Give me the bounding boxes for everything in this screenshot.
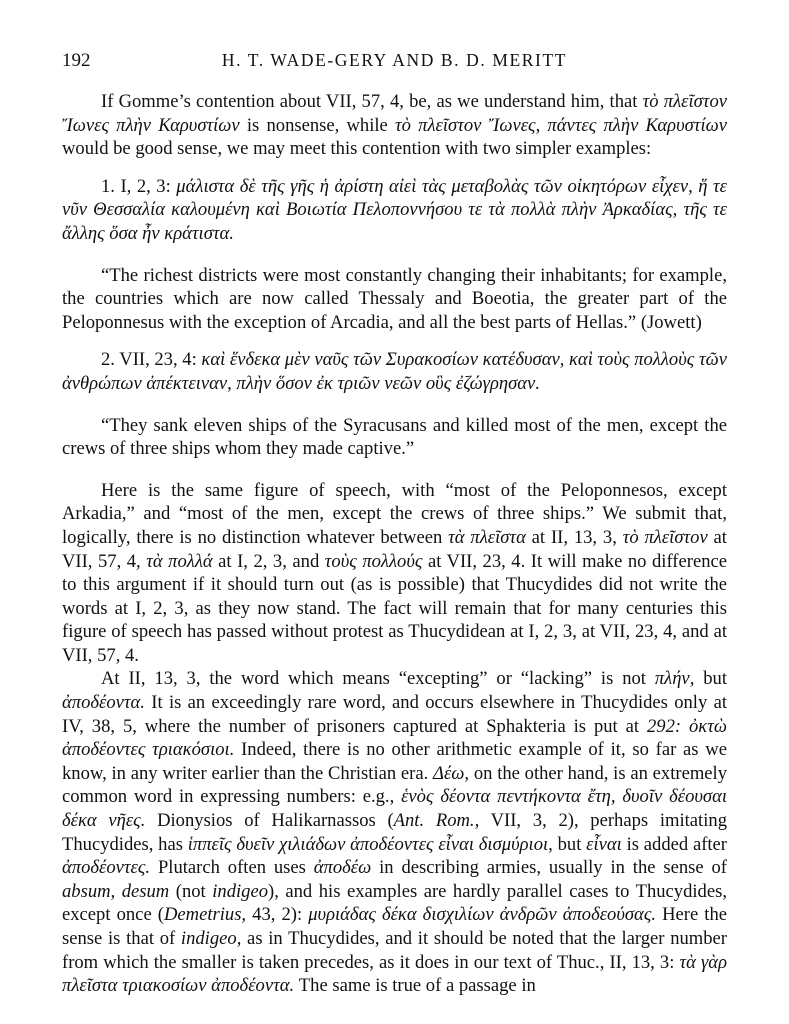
page-number: 192 [62, 50, 91, 71]
example-1: 1. I, 2, 3: μάλιστα δὲ τῆς γῆς ἡ ἀρίστη αἰεὶ τὰς μεταβολὰς τῶν οἰκητόρων εἶχεν, ἥ τε νῦν Θεσσαλία καλουμένη καὶ Βοιωτία Πελοποννήσου τε τὰ πολλὰ πλὴν Ἀρκαδίας, τῆς τε ἄλλης ὅσα ἦν κράτιστα. [62, 175, 727, 244]
article-body [62, 90, 727, 998]
paragraph-apodeonta: At II, 13, 3, the word which means “excepting” or “lacking” is not πλήν, but ἀποδέοντα. It is an exceedingly rare word, and occurs elsewhere in Thucydides only at IV, 38, 5, where the number of prisoners captured at Sphakteria is put at 292: ὀκτὼ ἀποδέοντες τριακόσιοι. Indeed, there is no other arithmetic example of it, so far as we know, in any writer earlier than the Christian era. Δέω, on the other hand, is an extremely common word in expressing numbers: e.g., ἑνὸς δέοντα πεντήκοντα ἔτη, δυοῖν δέουσαι δέκα νῆες. Dionysios of Halikarnassos (Ant. Rom., VII, 3, 2), perhaps imitating Thucydides, has ἱππεῖς δυεῖν χιλιάδων ἀποδέοντες εἶναι δισμύριοι, but εἶναι is added after ἀποδέοντες. Plutarch often uses ἀποδέω in describing armies, usually in the sense of absum, desum (not indigeo), and his examples are hardly parallel cases to Thucydides, except once (Demetrius, 43, 2): μυριάδας δέκα δισχιλίων ἀνδρῶν ἀποδεούσας. Here the sense is that of indigeo, as in Thucydides, and it should be noted that the larger number from which the smaller is taken precedes, as it does in our text of Thuc., II, 13, 3: τὰ γὰρ πλεῖστα τριακοσίων ἀποδέοντα. The same is true of a passage in [62, 668, 728, 997]
page-header [62, 50, 727, 76]
paragraph-figure-of-speech: Here is the same figure of speech, with “most of the Peloponnesos, except Arkadia,” and “most of the men, except the crews of three ships.” We submit that, logically, there is no distinction whatever between τὰ πλεῖστα at II, 13, 3, τὸ πλεῖστον at VII, 57, 4, τὰ πολλά at I, 2, 3, and τοὺς πολλούς at VII, 23, 4. It will make no difference to this argument if it should turn out (as is possible) that Thucydides did not write the words at I, 2, 3, as they now stand. The fact will remain that for many centuries this figure of speech has passed without protest as Thucydidean at I, 2, 3, at VII, 23, 4, and at VII, 57, 4. [62, 479, 727, 666]
quote-translation: “They sank eleven ships of the Syracusans and killed most of the men, except the crews of three ships whom they made captive.” [62, 414, 727, 460]
running-title: H. T. WADE-GERY AND B. D. MERITT [221, 50, 568, 70]
quote-jowett: “The richest districts were most constantly changing their inhabitants; for example, the countries which are now called Thessaly and Boeotia, the greater part of the Peloponnesus with the exception of Arcadia, and all the best parts of Hellas.” (Jowett) [62, 264, 727, 333]
example-2: 2. VII, 23, 4: καὶ ἕνδεκα μὲν ναῦς τῶν Συρακοσίων κατέδυσαν, καὶ τοὺς πολλοὺς τῶν ἀνθρώπων ἀπέκτειναν, πλὴν ὅσον ἐκ τριῶν νεῶν οὓς ἐζώγρησαν. [62, 349, 727, 394]
paragraph-intro: If Gomme’s contention about VII, 57, 4, be, as we understand him, that τὸ πλεῖστον Ἴωνες πλὴν Καρυστίων is nonsense, while τὸ πλεῖστον Ἴωνες, πάντες πλὴν Καρυστίων would be good sense, we may meet this contention with two simpler examples: [62, 91, 727, 160]
